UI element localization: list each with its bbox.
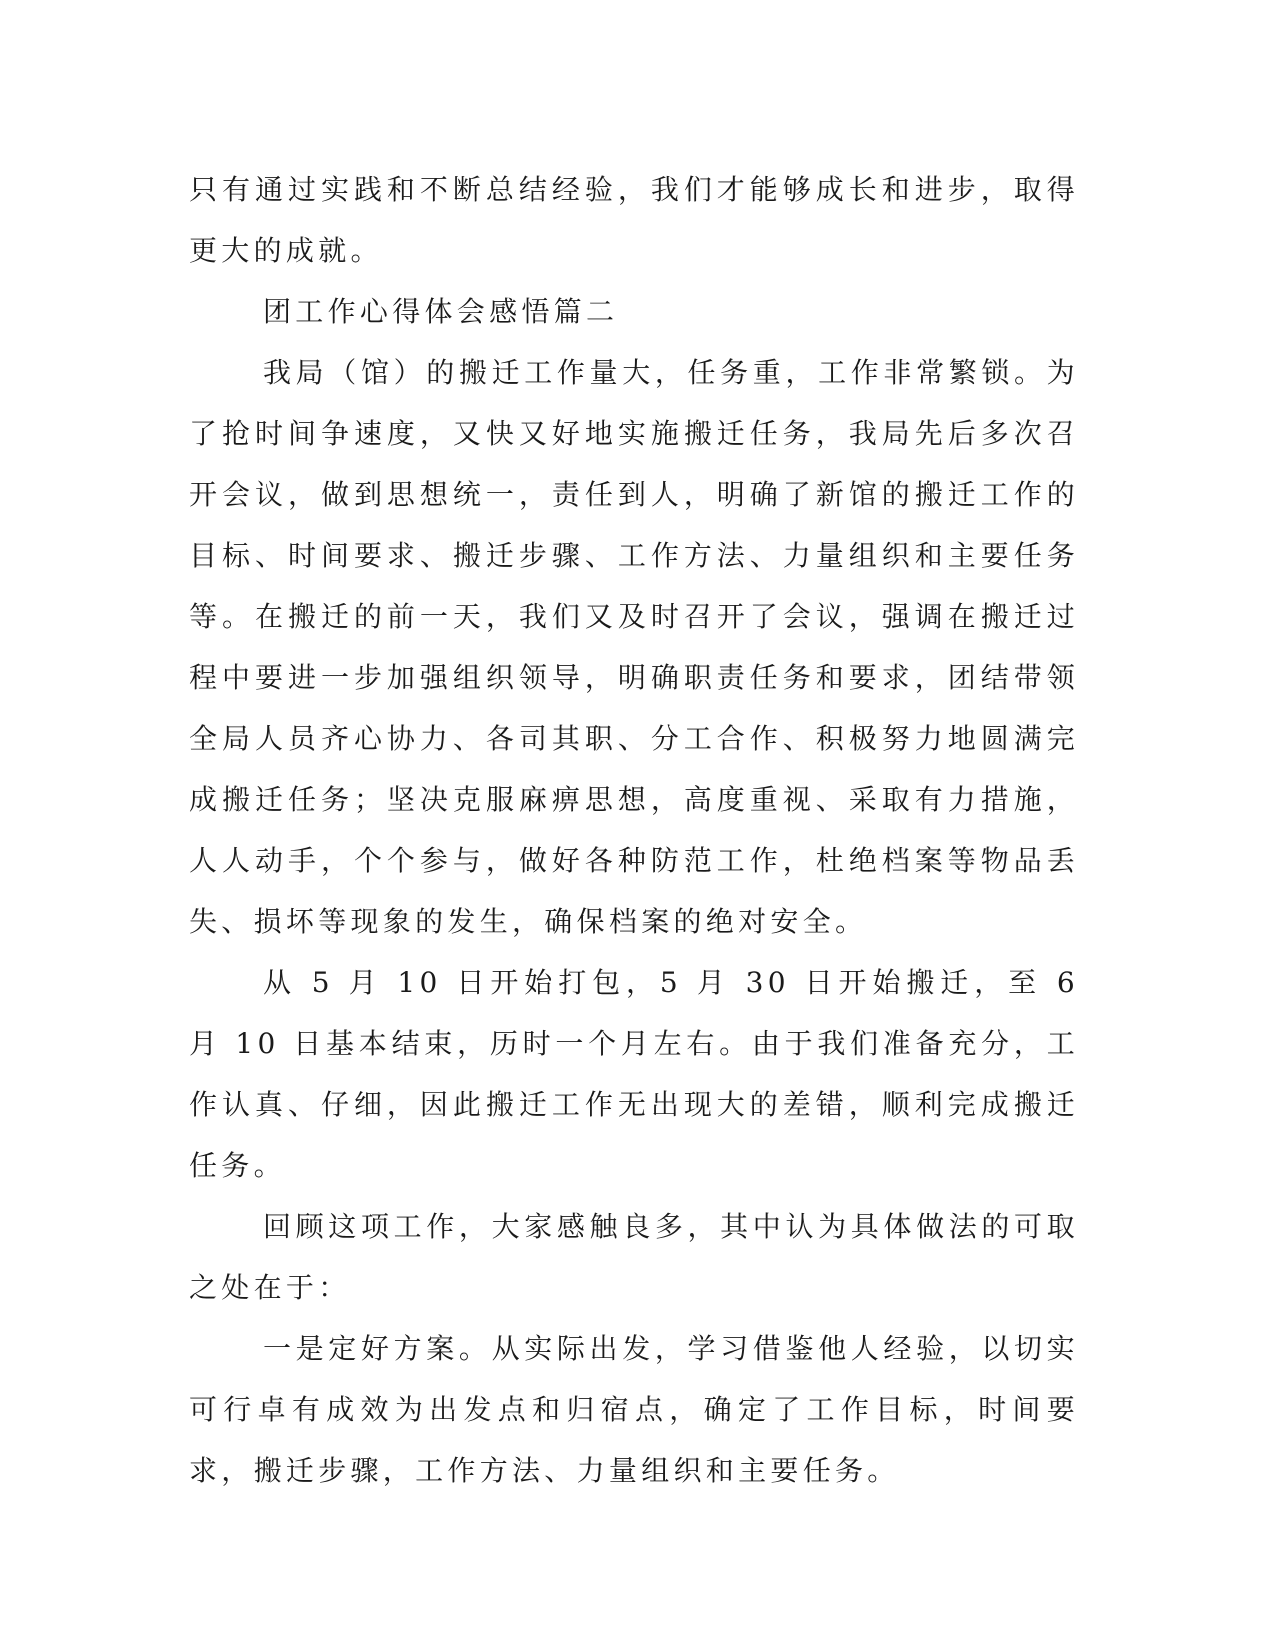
paragraph-relocation-overview: 我局（馆）的搬迁工作量大，任务重，工作非常繁锁。为了抢时间争速度，又快又好地实施搬迁任务，我局先后多次召开会议，做到思想统一，责任到人，明确了新馆的搬迁工作的目标、时间要求、搬迁步骤、工作方法、力量组织和主要任务等。在搬迁的前一天，我们又及时召开了会议，强调在搬迁过程中要进一步加强组织领导，明确职责任务和要求，团结带领全局人员齐心协力、各司其职、分工合作、积极努力地圆满完成搬迁任务；坚决克服麻痹思想，高度重视、采取有力措施，人人动手，个个参与，做好各种防范工作，杜绝档案等物品丢失、损坏等现象的发生，确保档案的绝对安全。 [189, 356, 1079, 938]
paragraph-timeline: 从 5 月 10 日开始打包，5 月 30 日开始搬迁，至 6 月 10 日基本结束，历时一个月左右。由于我们准备充分，工作认真、仔细，因此搬迁工作无出现大的差错，顺利完成搬迁任务。 [189, 966, 1079, 1182]
paragraph-review: 回顾这项工作，大家感触良多，其中认为具体做法的可取之处在于： [189, 1210, 1079, 1304]
paragraph-conclusion: 只有通过实践和不断总结经验，我们才能够成长和进步，取得更大的成就。 [189, 173, 1079, 267]
document-body [189, 159, 1079, 1501]
paragraph-point-one: 一是定好方案。从实际出发，学习借鉴他人经验，以切实可行卓有成效为出发点和归宿点，确定了工作目标，时间要求，搬迁步骤，工作方法、力量组织和主要任务。 [189, 1332, 1079, 1487]
section-heading: 团工作心得体会感悟篇二 [263, 295, 619, 328]
